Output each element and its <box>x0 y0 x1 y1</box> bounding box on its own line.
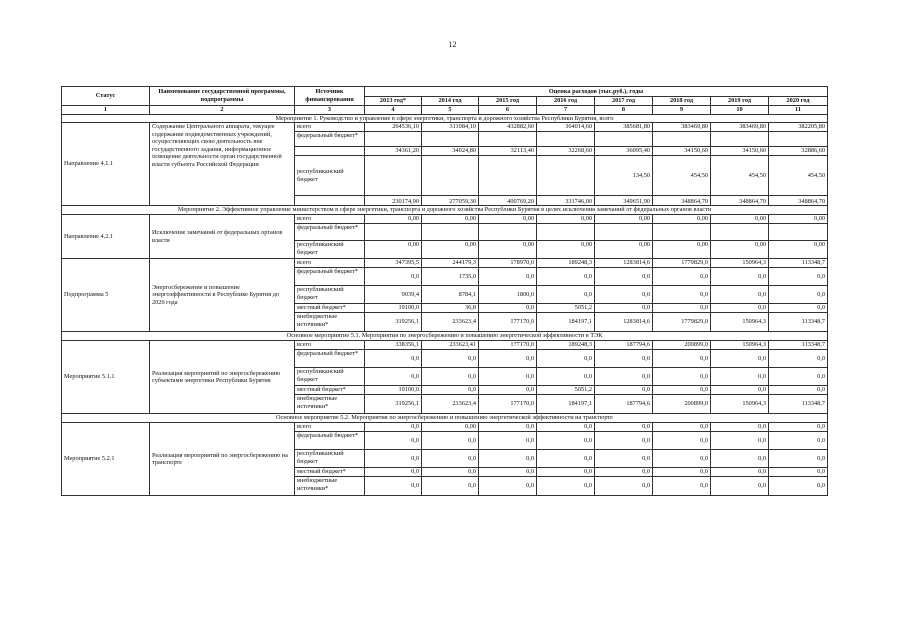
value-cell: 0,00 <box>537 241 595 259</box>
value-cell <box>422 132 479 147</box>
value-cell: 0,00 <box>711 241 769 259</box>
value-cell: 0,0 <box>595 304 653 313</box>
value-cell: 0,0 <box>595 350 653 368</box>
value-cell: 177170,0 <box>479 313 537 332</box>
header-year: 2019 год <box>711 97 769 106</box>
value-cell: 34024,80 <box>422 147 479 156</box>
value-cell: 177170,0 <box>479 395 537 414</box>
value-cell: 0,0 <box>595 468 653 477</box>
value-cell <box>365 132 422 147</box>
value-cell <box>711 132 769 147</box>
value-cell: 233623,4 <box>422 313 479 332</box>
header-column-number: 9 <box>653 106 711 115</box>
value-cell: 0,0 <box>769 450 828 468</box>
header-column-number: 10 <box>711 106 769 115</box>
value-cell <box>422 156 479 196</box>
header-column-number: 11 <box>769 106 828 115</box>
value-cell <box>479 156 537 196</box>
value-cell: 113348,7 <box>769 341 828 350</box>
value-cell: 9039,4 <box>365 286 422 304</box>
value-cell: 233623,41 <box>422 341 479 350</box>
value-cell: 0,0 <box>537 286 595 304</box>
source-cell <box>295 147 365 156</box>
source-cell: местный бюджет* <box>295 386 365 395</box>
value-cell: 8784,1 <box>422 286 479 304</box>
source-cell: республиканский бюджет <box>295 156 365 196</box>
value-cell: 113348,7 <box>769 259 828 268</box>
value-cell: 19100,0 <box>365 386 422 395</box>
value-cell: 311084,10 <box>422 123 479 132</box>
value-cell <box>537 156 595 196</box>
value-cell: 0,0 <box>769 386 828 395</box>
value-cell: 0,0 <box>595 432 653 450</box>
value-cell: 432882,60 <box>479 123 537 132</box>
section-row <box>62 114 828 123</box>
header-source: Источник финансирования <box>295 87 365 106</box>
value-cell: 0,0 <box>711 350 769 368</box>
value-cell: 0,00 <box>422 241 479 259</box>
value-cell: 0,00 <box>479 241 537 259</box>
value-cell: 0,0 <box>595 450 653 468</box>
value-cell: 454,50 <box>653 156 711 196</box>
value-cell: 0,0 <box>365 423 422 432</box>
value-cell: 187794,6 <box>595 395 653 414</box>
value-cell: 0,0 <box>537 268 595 286</box>
value-cell <box>365 156 422 196</box>
value-cell: 0,0 <box>595 477 653 496</box>
value-cell <box>479 132 537 147</box>
value-cell: 0,0 <box>479 304 537 313</box>
budget-table <box>61 86 828 496</box>
header-year: 2013 год* <box>365 97 422 106</box>
value-cell: 1735,0 <box>422 268 479 286</box>
value-cell: 0,0 <box>479 423 537 432</box>
value-cell: 1779829,0 <box>653 259 711 268</box>
value-cell: 348864,70 <box>711 196 769 206</box>
header-program-name: Наименование государственной программы, подпрограммы <box>150 87 295 106</box>
value-cell: 0,00 <box>365 215 422 224</box>
value-cell <box>479 224 537 241</box>
value-cell: 0,00 <box>422 423 479 432</box>
header-status: Статус <box>62 87 150 106</box>
value-cell: 32268,60 <box>537 147 595 156</box>
value-cell: 113348,7 <box>769 395 828 414</box>
header-year: 2017 год <box>595 97 653 106</box>
value-cell: 0,0 <box>711 386 769 395</box>
value-cell: 0,0 <box>711 468 769 477</box>
status-cell: Направление 4.1.1 <box>62 123 150 206</box>
value-cell: 0,0 <box>653 368 711 386</box>
value-cell: 0,0 <box>711 368 769 386</box>
value-cell: 113348,7 <box>769 313 828 332</box>
source-cell: республиканский бюджет <box>295 450 365 468</box>
value-cell: 0,0 <box>653 432 711 450</box>
value-cell: 244179,3 <box>422 259 479 268</box>
value-cell: 0,0 <box>595 423 653 432</box>
table-row <box>62 123 828 132</box>
value-cell: 0,0 <box>479 450 537 468</box>
header-column-number: 3 <box>295 106 365 115</box>
value-cell: 0,0 <box>365 268 422 286</box>
section-row <box>62 332 828 341</box>
value-cell: 0,0 <box>365 368 422 386</box>
section-title: Мероприятие 1. Руководство и управление в сфере энергетики, транспорта и дорожного хозяйства Республики Бурятия, всего <box>62 114 828 123</box>
value-cell: 0,0 <box>537 350 595 368</box>
value-cell <box>595 224 653 241</box>
value-cell: 0,0 <box>479 368 537 386</box>
header-year: 2015 год <box>479 97 537 106</box>
section-row <box>62 414 828 423</box>
header-year: 2018 год <box>653 97 711 106</box>
header-column-number: 1 <box>62 106 150 115</box>
value-cell: 0,0 <box>479 386 537 395</box>
value-cell: 319256,1 <box>365 395 422 414</box>
source-cell: внебюджетные источники* <box>295 395 365 414</box>
value-cell <box>422 224 479 241</box>
value-cell: 0,0 <box>653 350 711 368</box>
value-cell: 0,0 <box>653 477 711 496</box>
value-cell: 319256,1 <box>365 313 422 332</box>
value-cell: 184197,1 <box>537 395 595 414</box>
header-column-number: 4 <box>365 106 422 115</box>
value-cell: 0,00 <box>653 215 711 224</box>
header-year: 2014 год <box>422 97 479 106</box>
value-cell: 0,0 <box>595 268 653 286</box>
value-cell: 0,0 <box>653 386 711 395</box>
value-cell: 0,0 <box>422 450 479 468</box>
table-row <box>62 423 828 432</box>
value-cell: 150964,3 <box>711 341 769 350</box>
value-cell: 400769,20 <box>479 196 537 206</box>
source-cell: местный бюджет* <box>295 468 365 477</box>
value-cell: 0,0 <box>479 432 537 450</box>
value-cell: 0,00 <box>595 215 653 224</box>
source-cell: федеральный бюджет* <box>295 224 365 241</box>
value-cell <box>653 132 711 147</box>
value-cell: 0,0 <box>422 386 479 395</box>
value-cell: 32886,60 <box>769 147 828 156</box>
table-row <box>62 215 828 224</box>
value-cell: 382205,80 <box>769 123 828 132</box>
source-cell: федеральный бюджет* <box>295 268 365 286</box>
value-cell: 150964,3 <box>711 395 769 414</box>
value-cell: 200899,0 <box>653 341 711 350</box>
value-cell: 0,0 <box>422 477 479 496</box>
source-cell: федеральный бюджет* <box>295 350 365 368</box>
header-column-number: 7 <box>537 106 595 115</box>
value-cell: 184197,1 <box>537 313 595 332</box>
value-cell: 36,8 <box>422 304 479 313</box>
value-cell: 5051,2 <box>537 386 595 395</box>
value-cell <box>711 224 769 241</box>
status-cell: Мероприятие 5.1.1 <box>62 341 150 414</box>
value-cell: 0,0 <box>537 450 595 468</box>
value-cell: 338356,1 <box>365 341 422 350</box>
value-cell: 383469,80 <box>711 123 769 132</box>
value-cell: 0,0 <box>537 477 595 496</box>
source-cell: республиканский бюджет <box>295 368 365 386</box>
value-cell: 0,0 <box>595 286 653 304</box>
value-cell: 349651,90 <box>595 196 653 206</box>
source-cell: всего <box>295 259 365 268</box>
value-cell: 383469,80 <box>653 123 711 132</box>
source-cell: всего <box>295 123 365 132</box>
header-costs: Оценка расходов (тыс.руб.), годы <box>365 87 828 97</box>
value-cell <box>769 224 828 241</box>
value-cell: 364014,60 <box>537 123 595 132</box>
value-cell <box>769 132 828 147</box>
value-cell: 178970,0 <box>479 259 537 268</box>
header-column-number: 2 <box>150 106 295 115</box>
value-cell: 189248,3 <box>537 341 595 350</box>
value-cell: 0,0 <box>422 368 479 386</box>
value-cell: 0,0 <box>479 350 537 368</box>
value-cell: 0,0 <box>653 268 711 286</box>
value-cell: 385681,80 <box>595 123 653 132</box>
value-cell: 454,50 <box>711 156 769 196</box>
value-cell: 0,00 <box>365 241 422 259</box>
value-cell: 348864,70 <box>653 196 711 206</box>
value-cell: 0,00 <box>653 241 711 259</box>
value-cell: 0,0 <box>537 423 595 432</box>
value-cell: 177170,0 <box>479 341 537 350</box>
value-cell: 0,00 <box>711 215 769 224</box>
value-cell: 0,0 <box>711 477 769 496</box>
value-cell: 0,0 <box>365 350 422 368</box>
value-cell: 0,00 <box>595 241 653 259</box>
source-cell: всего <box>295 423 365 432</box>
value-cell: 0,0 <box>537 368 595 386</box>
program-name-cell: Реализация мероприятий по энергосбережению субъектами энергетики Республики Бурятия <box>150 341 295 414</box>
section-title: Основное мероприятие 5.1. Мероприятия по энергосбережению и повышению энергетической эффективности в ТЭК <box>62 332 828 341</box>
value-cell: 331746,00 <box>537 196 595 206</box>
value-cell: 5051,2 <box>537 304 595 313</box>
value-cell: 0,0 <box>479 468 537 477</box>
value-cell: 0,0 <box>653 450 711 468</box>
value-cell: 348864,70 <box>769 196 828 206</box>
program-name-cell: Исключение замечаний от федеральных органов власти <box>150 215 295 259</box>
value-cell: 0,00 <box>769 241 828 259</box>
value-cell: 1779829,0 <box>653 313 711 332</box>
value-cell <box>365 224 422 241</box>
value-cell: 0,0 <box>653 286 711 304</box>
value-cell <box>537 224 595 241</box>
status-cell: Подпрограмма 5 <box>62 259 150 332</box>
value-cell: 0,0 <box>769 304 828 313</box>
value-cell: 0,0 <box>711 432 769 450</box>
value-cell: 150964,3 <box>711 313 769 332</box>
value-cell: 0,0 <box>422 350 479 368</box>
value-cell: 0,0 <box>711 423 769 432</box>
section-title: Основное мероприятие 5.2. Мероприятия по энергосбережению и повышению энергетической эффективности на транспорте <box>62 414 828 423</box>
value-cell: 0,0 <box>365 468 422 477</box>
source-cell: внебюджетные источники* <box>295 477 365 496</box>
header-year: 2020 год <box>769 97 828 106</box>
value-cell <box>653 224 711 241</box>
value-cell: 189248,3 <box>537 259 595 268</box>
header-column-number: 5 <box>422 106 479 115</box>
value-cell: 0,0 <box>365 450 422 468</box>
value-cell: 0,0 <box>595 386 653 395</box>
value-cell: 0,0 <box>769 286 828 304</box>
value-cell: 230174,90 <box>365 196 422 206</box>
value-cell: 233623,4 <box>422 395 479 414</box>
value-cell: 34150,60 <box>711 147 769 156</box>
value-cell: 0,0 <box>769 423 828 432</box>
source-cell: федеральный бюджет* <box>295 132 365 147</box>
value-cell: 0,00 <box>537 215 595 224</box>
section-title: Мероприятие 2. Эффективное управление министерством в сфере энергетики, транспорта и дорожного хозяйства Республики Бурятия в целях исключения замечаний от федеральных органов власти <box>62 206 828 215</box>
value-cell: 200899,0 <box>653 395 711 414</box>
source-cell: местный бюджет* <box>295 304 365 313</box>
value-cell: 36095,40 <box>595 147 653 156</box>
source-cell: федеральный бюджет* <box>295 432 365 450</box>
value-cell: 0,0 <box>365 432 422 450</box>
page-number: 12 <box>448 40 457 49</box>
value-cell: 454,50 <box>769 156 828 196</box>
value-cell: 0,00 <box>769 215 828 224</box>
value-cell: 187794,6 <box>595 341 653 350</box>
value-cell: 1283814,6 <box>595 259 653 268</box>
value-cell: 1283814,6 <box>595 313 653 332</box>
source-cell: всего <box>295 215 365 224</box>
value-cell: 0,0 <box>537 468 595 477</box>
value-cell: 0,0 <box>479 477 537 496</box>
header-column-number: 8 <box>595 106 653 115</box>
value-cell: 0,0 <box>365 477 422 496</box>
value-cell: 32113,40 <box>479 147 537 156</box>
program-name-cell: Содержание Центрального аппарата, текущее содержание подведомственных учреждений, осуществляющих свою деятельность вне государственного задания, информационное освещение деятельности орган государственной власти субъекта Российской Федерации <box>150 123 295 206</box>
value-cell: 0,00 <box>422 215 479 224</box>
value-cell: 277059,30 <box>422 196 479 206</box>
program-name-cell: Реализация мероприятий по энергосбережению на транспорте <box>150 423 295 496</box>
value-cell: 0,0 <box>422 468 479 477</box>
value-cell: 19100,0 <box>365 304 422 313</box>
value-cell <box>537 132 595 147</box>
source-cell: республиканский бюджет <box>295 286 365 304</box>
section-row <box>62 206 828 215</box>
value-cell: 0,0 <box>711 268 769 286</box>
value-cell: 0,0 <box>711 286 769 304</box>
value-cell <box>595 132 653 147</box>
value-cell: 0,0 <box>537 432 595 450</box>
header-year: 2016 год <box>537 97 595 106</box>
value-cell: 0,0 <box>769 368 828 386</box>
value-cell: 0,0 <box>769 432 828 450</box>
table-row <box>62 341 828 350</box>
value-cell: 0,0 <box>711 450 769 468</box>
value-cell: 0,00 <box>479 215 537 224</box>
value-cell: 0,0 <box>422 432 479 450</box>
value-cell: 0,0 <box>769 350 828 368</box>
value-cell: 34150,60 <box>653 147 711 156</box>
value-cell: 0,0 <box>769 477 828 496</box>
source-cell: внебюджетные источники* <box>295 313 365 332</box>
value-cell: 0,0 <box>769 268 828 286</box>
value-cell: 34361,20 <box>365 147 422 156</box>
value-cell: 347395,5 <box>365 259 422 268</box>
source-cell: всего <box>295 341 365 350</box>
value-cell: 150964,3 <box>711 259 769 268</box>
status-cell: Мероприятие 5.2.1 <box>62 423 150 496</box>
source-cell: республиканский бюджет <box>295 241 365 259</box>
value-cell: 0,0 <box>769 468 828 477</box>
value-cell: 1800,0 <box>479 286 537 304</box>
value-cell: 134,50 <box>595 156 653 196</box>
source-cell <box>295 196 365 206</box>
value-cell: 0,0 <box>711 304 769 313</box>
header-column-number: 6 <box>479 106 537 115</box>
value-cell: 0,0 <box>653 468 711 477</box>
value-cell: 0,0 <box>479 268 537 286</box>
table-row <box>62 259 828 268</box>
value-cell: 0,0 <box>595 368 653 386</box>
value-cell: 264536,10 <box>365 123 422 132</box>
status-cell: Направление 4.2.1 <box>62 215 150 259</box>
value-cell: 0,0 <box>653 304 711 313</box>
value-cell: 0,0 <box>653 423 711 432</box>
program-name-cell: Энергосбережение и повышение энергоэффективности в Республике Бурятия до 2020 года <box>150 259 295 332</box>
